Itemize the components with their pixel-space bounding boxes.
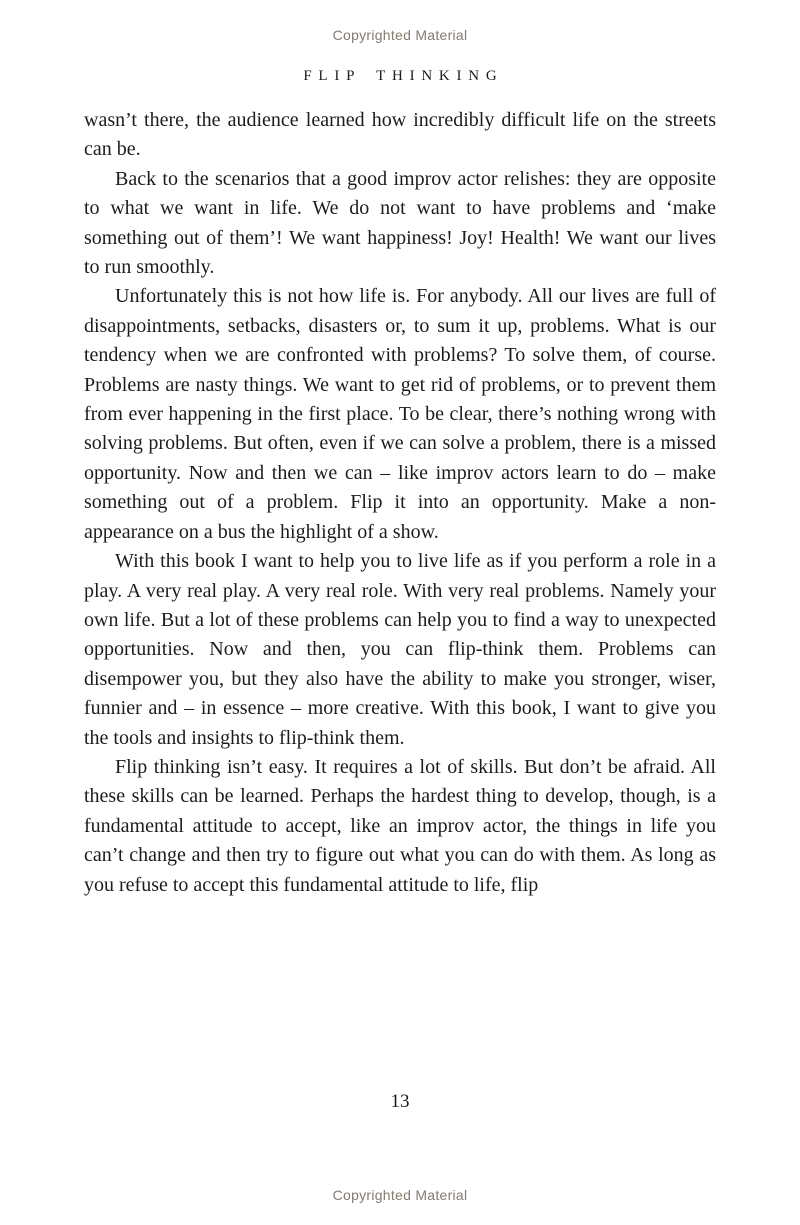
- paragraph: Flip thinking isn’t easy. It requires a lot of skills. But don’t be afraid. All these skills can be learned. Perhaps the hardest thing to develop, though, is a fundamental attitude to accept, like an improv actor, the things in life you can’t change and then try to figure out what you can do with them. As long as you refuse to accept this fundamental attitude to life, flip: [84, 755, 716, 896]
- paragraph: Unfortunately this is not how life is. For anybody. All our lives are full of disappointments, setbacks, disasters or, to sum it up, problems. What is our tendency when we are confronted with problems? To solve them, of course. Problems are nasty things. We want to get rid of problems, or to prevent them from ever happening in the first place. To be clear, there’s nothing wrong with solving problems. But often, even if we can solve a problem, there is a missed opportunity. Now and then we can – like improv actors learn to do – make something out of a problem. Flip it into an opportunity. Make a non-appearance on a bus the highlight of a show.: [84, 285, 716, 543]
- copyright-notice-bottom: Copyrighted Material: [332, 1187, 468, 1203]
- body-text: [84, 106, 716, 900]
- copyright-notice-top: Copyrighted Material: [332, 27, 468, 43]
- page-number: 13: [390, 1091, 410, 1112]
- paragraph: Back to the scenarios that a good improv actor relishes: they are opposite to what we want in life. We do not want to have problems and ‘make something out of them’! We want happiness! Joy! Health! We want our lives to run smoothly.: [84, 167, 716, 279]
- paragraph: wasn’t there, the audience learned how incredibly difficult life on the streets can be.: [84, 109, 716, 161]
- paragraph: With this book I want to help you to live life as if you perform a role in a play. A very real play. A very real role. With very real problems. Namely your own life. But a lot of these problems can help you to find a way to unexpected opportunities. Now and then, you can flip-think them. Problems can disempower you, but they also have the ability to make you stronger, wiser, funnier and – in essence – more creative. With this book, I want to give you the tools and insights to flip-think them.: [84, 550, 716, 749]
- running-head-title: FLIP THINKING: [303, 68, 504, 84]
